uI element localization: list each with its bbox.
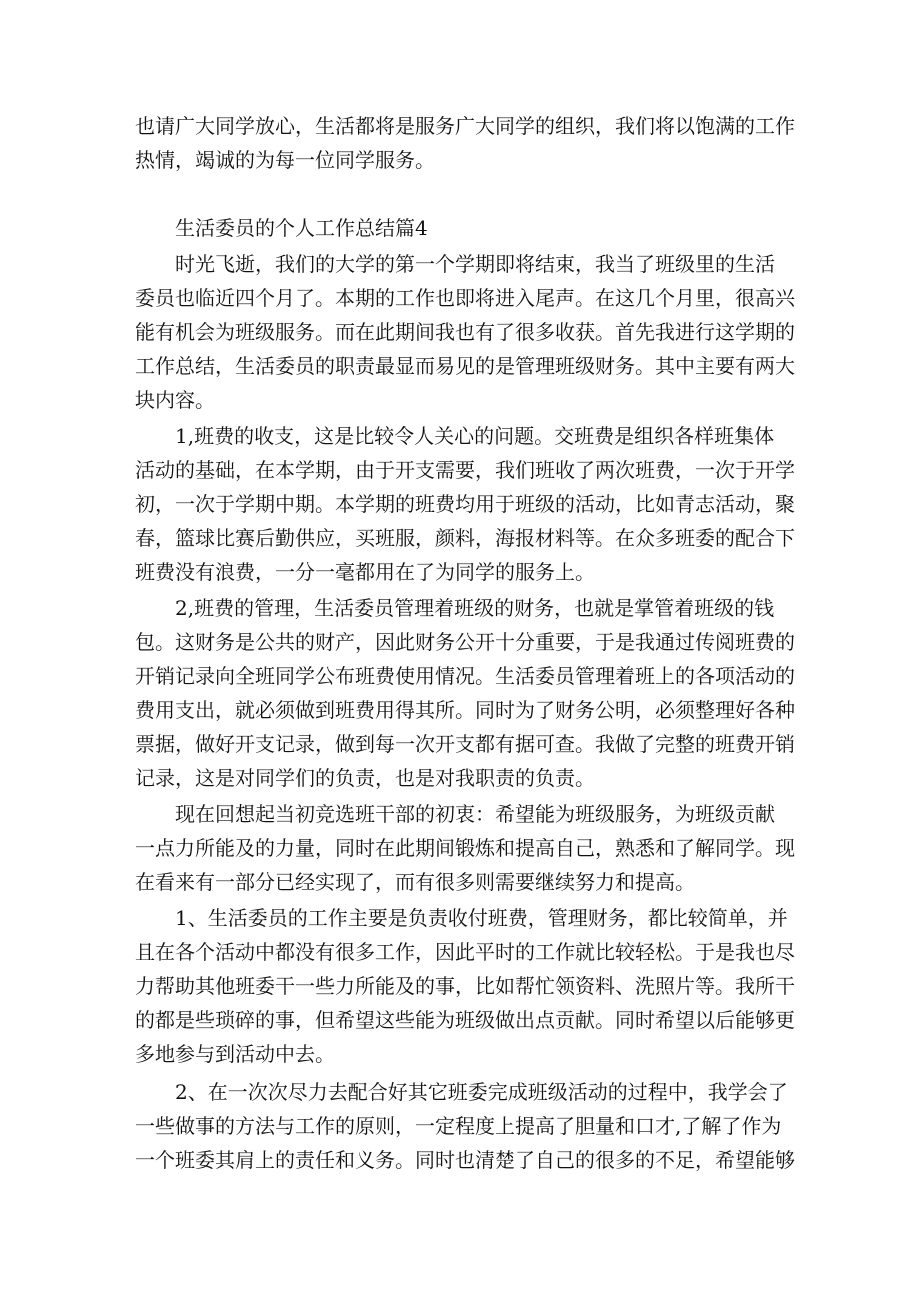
text-line: 费用支出，就必须做到班费用得其所。同时为了财务公明，必须整理好各种 — [135, 698, 795, 722]
text-line: 在看来有一部分已经实现了，而有很多则需要继续努力和提高。 — [135, 870, 695, 894]
text-line: 2、在一次次尽力去配合好其它班委完成班级活动的过程中，我学会了 — [175, 1080, 788, 1104]
text-line: 2,班费的管理，生活委员管理着班级的财务，也就是掌管着班级的钱 — [175, 596, 775, 620]
text-line: 委员也临近四个月了。本期的工作也即将进入尾声。在这几个月里，很高兴 — [135, 286, 795, 310]
text-line: 力帮助其他班委干一些力所能及的事，比如帮忙领资料、洗照片等。我所干 — [135, 974, 795, 998]
text-line: 且在各个活动中都没有很多工作，因此平时的工作就比较轻松。于是我也尽 — [135, 940, 795, 964]
text-line: 1,班费的收支，这是比较令人关心的问题。交班费是组织各样班集体 — [175, 424, 775, 448]
text-line: 一点力所能及的力量，同时在此期间锻炼和提高自己，熟悉和了解同学。现 — [135, 836, 795, 860]
text-line: 春，篮球比赛后勤供应，买班服，颜料，海报材料等。在众多班委的配合下 — [135, 526, 795, 550]
text-line: 多地参与到活动中去。 — [135, 1042, 335, 1066]
text-line: 现在回想起当初竞选班干部的初衷：希望能为班级服务，为班级贡献 — [175, 802, 775, 826]
text-line: 记录，这是对同学们的负责，也是对我职责的负责。 — [135, 766, 595, 790]
text-line: 活动的基础，在本学期，由于开支需要，我们班收了两次班费，一次于开学 — [135, 458, 795, 482]
text-line: 时光飞逝，我们的大学的第一个学期即将结束，我当了班级里的生活 — [175, 252, 775, 276]
text-line: 的都是些琐碎的事，但希望这些能为班级做出点贡献。同时希望以后能够更 — [135, 1008, 795, 1032]
text-line: 也请广大同学放心，生活都将是服务广大同学的组织，我们将以饱满的工作 — [135, 114, 795, 138]
text-line: 能有机会为班级服务。而在此期间我也有了很多收获。首先我进行这学期的 — [135, 320, 795, 344]
text-line: 开销记录向全班同学公布班费使用情况。生活委员管理着班上的各项活动的 — [135, 664, 795, 688]
text-line: 工作总结，生活委员的职责最显而易见的是管理班级财务。其中主要有两大 — [135, 354, 795, 378]
text-line: 包。这财务是公共的财产，因此财务公开十分重要，于是我通过传阅班费的 — [135, 630, 795, 654]
text-line: 1、生活委员的工作主要是负责收付班费，管理财务，都比较简单，并 — [175, 906, 788, 930]
text-line: 块内容。 — [135, 388, 215, 412]
text-line: 热情，竭诚的为每一位同学服务。 — [135, 148, 435, 172]
section-heading: 生活委员的个人工作总结篇4 — [175, 216, 428, 240]
text-line: 一些做事的方法与工作的原则，一定程度上提高了胆量和口才,了解了作为 — [135, 1114, 782, 1138]
text-line: 初，一次于学期中期。本学期的班费均用于班级的活动，比如青志活动，聚 — [135, 492, 795, 516]
text-line: 票据，做好开支记录，做到每一次开支都有据可查。我做了完整的班费开销 — [135, 732, 795, 756]
text-line: 班费没有浪费，一分一毫都用在了为同学的服务上。 — [135, 560, 595, 584]
text-line: 一个班委其肩上的责任和义务。同时也清楚了自己的很多的不足，希望能够 — [135, 1148, 795, 1172]
